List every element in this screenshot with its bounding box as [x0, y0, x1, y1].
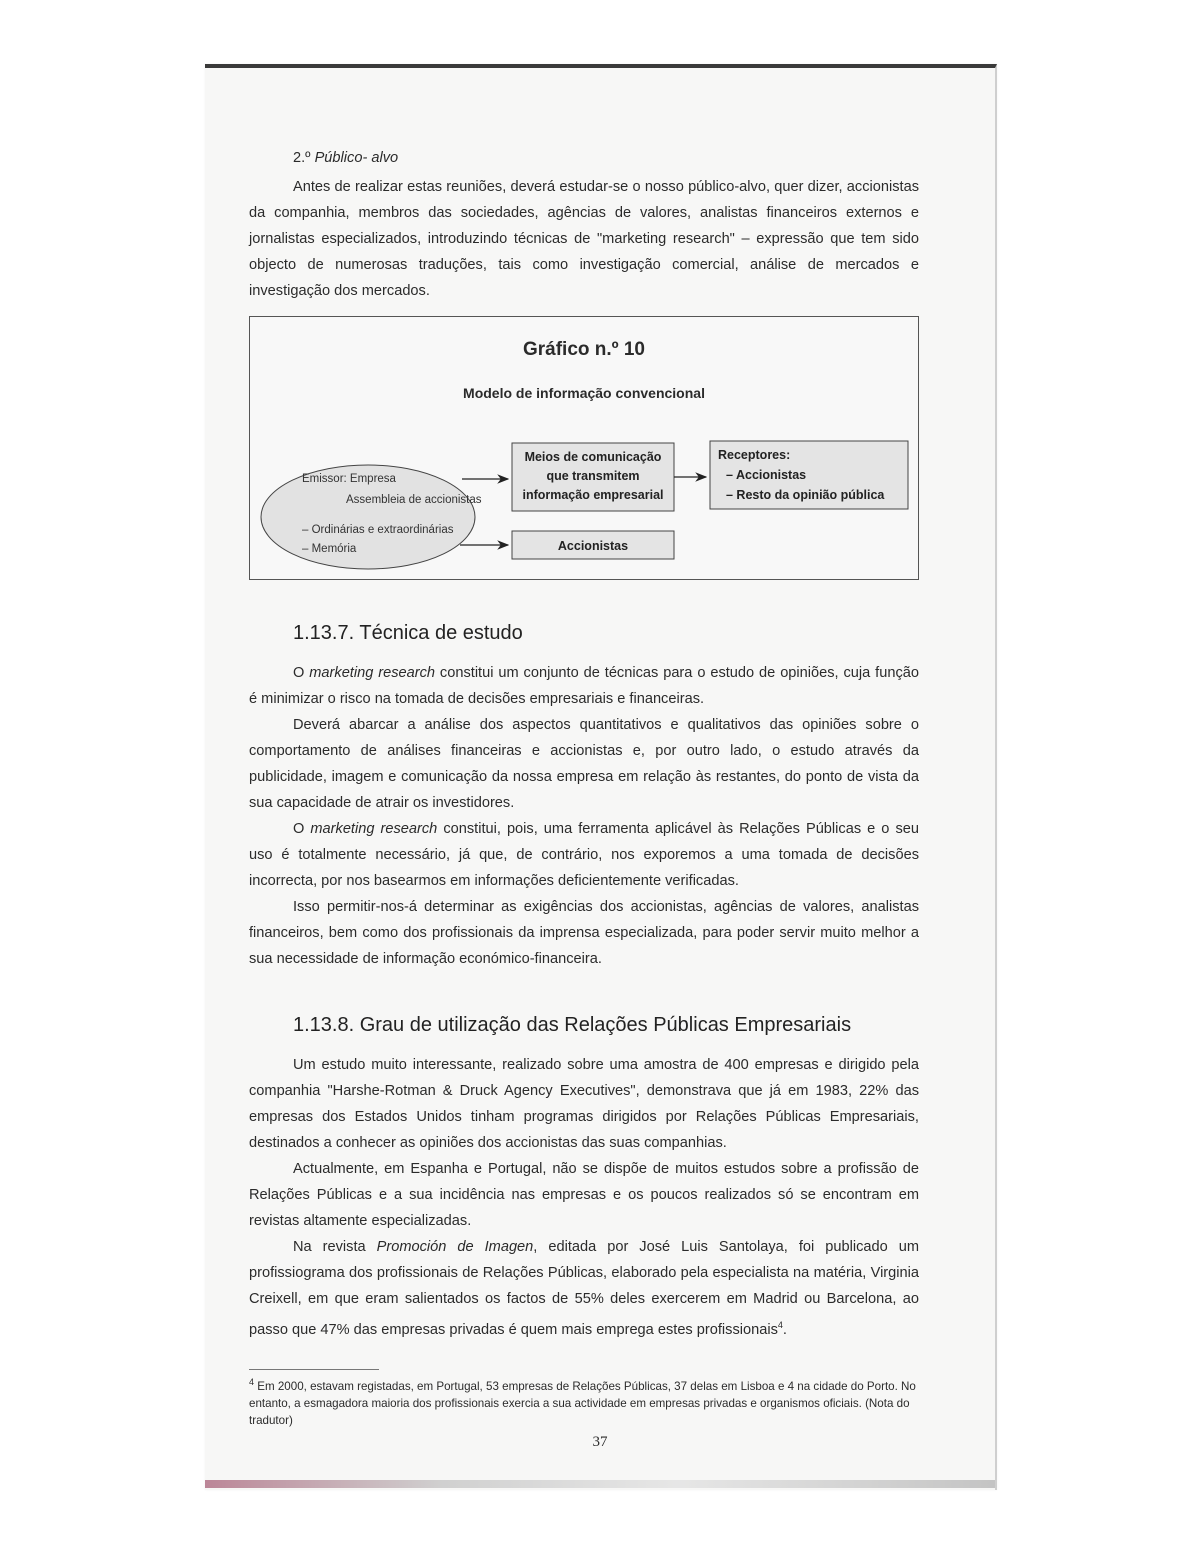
- paragraph-tecnica-4: Isso permitir-nos-á determinar as exigências dos accionistas, agências de valores, analistas financeiros, bem como dos profissionais da imprensa especializada, para poder servir muito melhor a sua necessidade de informação económico-financeira.: [249, 899, 919, 967]
- meios-line-1: Meios de comunicação: [524, 450, 662, 464]
- meios-line-2: que transmitem: [546, 469, 640, 483]
- emissor-line-3: – Ordinárias e extraordinárias: [302, 524, 454, 536]
- section-heading-tecnica: 1.13.7. Técnica de estudo: [293, 622, 523, 644]
- paragraph-tecnica-2: Deverá abarcar a análise dos aspectos quantitativos e qualitativos das opiniões sobre o comportamento de análises financeiras e accionistas e, por outro lado, o estudo através da publicidade, imagem e comunicação da nossa empresa em relação às restantes, do ponto de vista da sua capacidade de atrair os investidores.: [249, 717, 919, 811]
- section-heading-grau: 1.13.8. Grau de utilização das Relações Públicas Empresariais: [293, 1014, 852, 1036]
- paragraph-grau-2: Actualmente, em Espanha e Portugal, não se dispõe de muitos estudos sobre a profissão de Relações Públicas e a sua incidência nas empresas e os poucos realizados só se encontram em revistas altamente especializadas.: [249, 1161, 919, 1229]
- emissor-line-4: – Memória: [302, 543, 357, 555]
- emissor-line-2: Assembleia de accionistas: [346, 494, 482, 506]
- footnote-text: Em 2000, estavam registadas, em Portugal, 53 empresas de Relações Públicas, 37 delas em Lisboa e 4 na cidade do Porto. No entanto, a esmagadora maioria dos profissionais exercia a sua actividade em empresas privadas e organismos oficiais. (Nota do tradutor): [249, 1379, 916, 1427]
- subsection-title: Público- alvo: [314, 150, 399, 166]
- footnote-rule: [249, 1369, 379, 1370]
- subsection-number: 2.º: [293, 150, 311, 166]
- figure-title: Gráfico n.º 10: [522, 339, 646, 360]
- subsection-heading: [293, 146, 919, 170]
- footnote-marker: 4: [249, 1376, 255, 1387]
- paragraph-tecnica-3: O marketing research constitui, pois, uma ferramenta aplicável às Relações Públicas e o seu uso é totalmente necessário, já que, de contrário, nos exporemos a uma tomada de decisões incorrecta, por nos basearmos em informações deficientemente verificadas.: [249, 821, 919, 889]
- page-number: 37: [592, 1434, 608, 1450]
- receptores-line-3: – Resto da opinião pública: [726, 488, 885, 502]
- meios-line-3: informação empresarial: [522, 488, 664, 502]
- paragraph-publico-alvo: Antes de realizar estas reuniões, deverá estudar-se o nosso público-alvo, quer dizer, accionistas da companhia, membros das sociedades, agências de valores, analistas financeiros externos e jornalistas especializados, introduzindo técnicas de "marketing research" – expressão que tem sido objecto de numerosas traduções, tais como investigação comercial, análise de mercados e investigação dos mercados.: [249, 179, 919, 299]
- paragraph-grau-3: Na revista Promoción de Imagen, editada por José Luis Santolaya, foi publicado um profissiograma dos profissionais de Relações Públicas, elaborado pela especialista na matéria, Virginia Creixell, em que eram salientados os factos de 55% deles exercerem em Madrid ou Barcelona, ao passo que 47% das empresas privadas é quem mais emprega estes profissionais$^4$.: [249, 1239, 919, 1338]
- accionistas-label: Accionistas: [557, 539, 629, 553]
- receptores-line-2: – Accionistas: [726, 468, 807, 482]
- footnote-ref: 4: [777, 1320, 783, 1330]
- figure-subtitle: Modelo de informação convencional: [463, 385, 705, 401]
- paragraph-tecnica-1: O marketing research constitui um conjunto de técnicas para o estudo de opiniões, cuja função é minimizar o risco na tomada de decisões empresariais e financeiras.: [249, 665, 920, 707]
- page-bottom-shadow: [205, 1480, 995, 1488]
- footnote: [249, 1374, 919, 1429]
- receptores-line-1: Receptores:: [718, 448, 791, 462]
- figure-box: [249, 316, 919, 580]
- book-page: [205, 64, 997, 1490]
- page-content: [249, 146, 919, 1429]
- figure-diagram: [250, 317, 918, 579]
- emissor-line-1: Emissor: Empresa: [302, 473, 396, 485]
- paragraph-grau-1: Um estudo muito interessante, realizado sobre uma amostra de 400 empresas e dirigido pela companhia "Harshe-Rotman & Druck Agency Executives", demonstrava que já em 1983, 22% das empresas dos Estados Unidos tinham programas dirigidos por Relações Públicas Empresariais, destinados a conhecer as opiniões dos accionistas das suas companhias.: [249, 1057, 919, 1151]
